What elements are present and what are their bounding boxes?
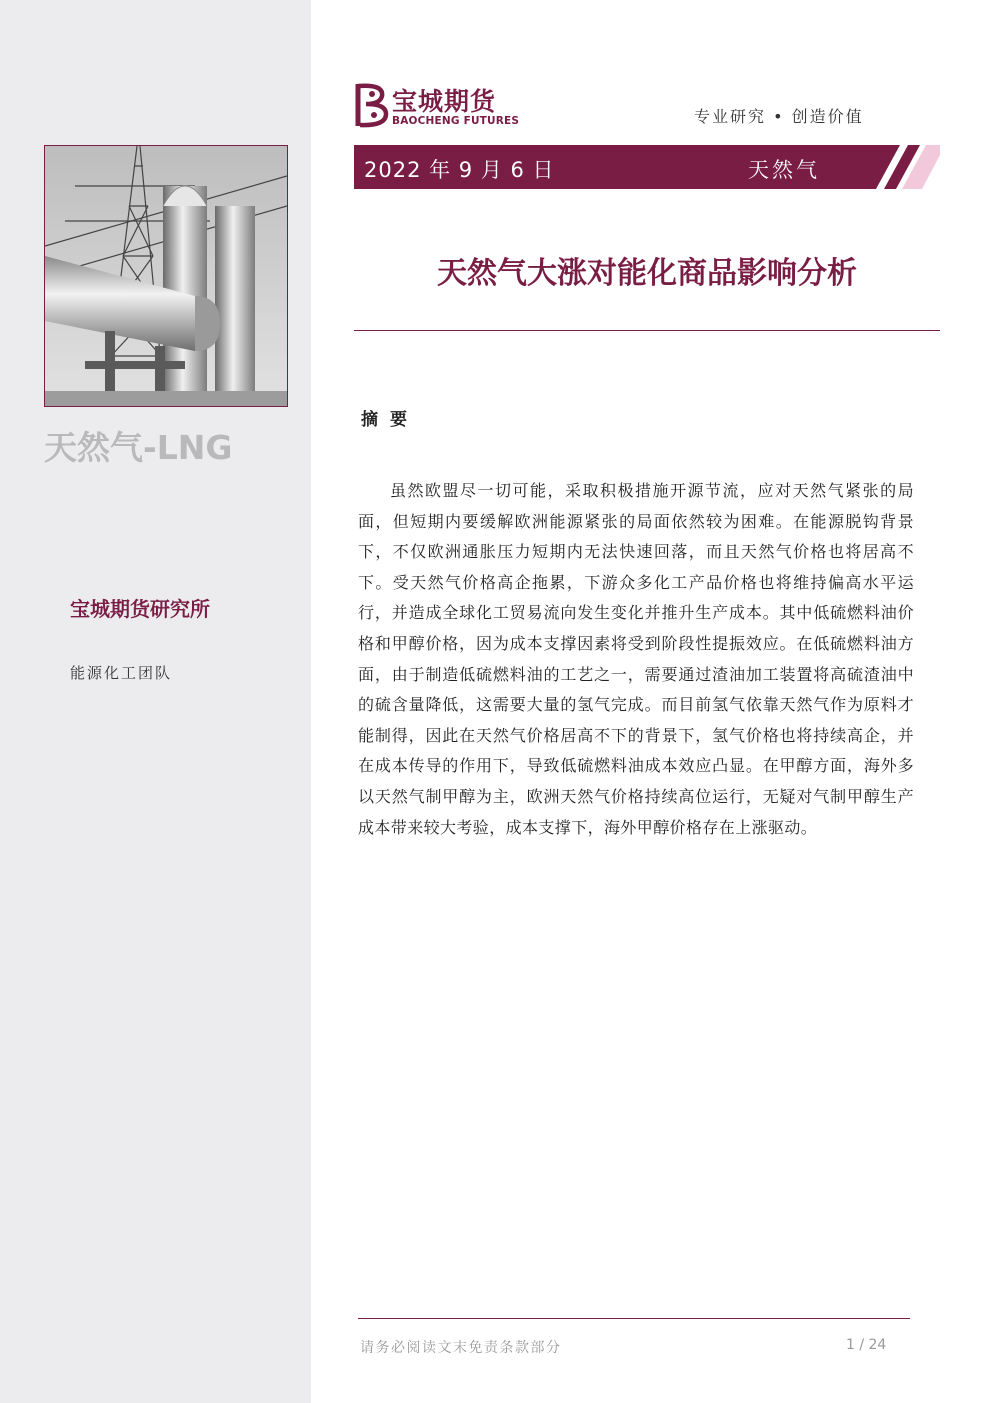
pipeline-image bbox=[45, 146, 287, 406]
abstract-paragraph: 虽然欧盟尽一切可能，采取积极措施开源节流，应对天然气紧张的局面，但短期内要缓解欧洲能源紧张的局面依然较为困难。在能源脱钩背景下，不仅欧洲通胀压力短期内无法快速回落，而且天然气价格也将居高不下。受天然气价格高企拖累，下游众多化工产品价格也将维持偏高水平运行，并造成全球化工贸易流向发生变化并推升生产成本。其中低硫燃料油价格和甲醇价格，因为成本支撑因素将受到阶段性提振效应。在低硫燃料油方面，由于制造低硫燃料油的工艺之一，需要通过渣油加工装置将高硫渣油中的硫含量降低，这需要大量的氢气完成。而目前氢气依靠天然气作为原料才能制得，因此在天然气价格居高不下的背景下，氢气价格也将持续高企，并在成本传导的作用下，导致低硫燃料油成本效应凸显。在甲醇方面，海外多以天然气制甲醇为主，欧洲天然气价格持续高位运行，无疑对气制甲醇生产成本带来较大考验，成本支撑下，海外甲醇价格存在上涨驱动。 bbox=[358, 481, 914, 837]
report-category: 天然气 bbox=[748, 158, 820, 182]
sidebar-institute: 宝城期货研究所 bbox=[70, 597, 210, 621]
date-category-banner bbox=[354, 145, 940, 189]
company-logo bbox=[354, 80, 524, 134]
sidebar-team: 能源化工团队 bbox=[70, 664, 173, 682]
footer-disclaimer-note: 请务必阅读文末免责条款部分 bbox=[360, 1340, 562, 1356]
sidebar-category: 天然气-LNG bbox=[44, 428, 233, 467]
report-date: 2022 年 9 月 6 日 bbox=[364, 158, 555, 182]
report-title: 天然气大涨对能化商品影响分析 bbox=[437, 256, 857, 291]
sidebar bbox=[0, 0, 311, 1403]
abstract-heading: 摘要 bbox=[361, 410, 419, 430]
title-divider bbox=[354, 330, 940, 331]
company-slogan: 专业研究 • 创造价值 bbox=[694, 107, 864, 126]
page-number: 1 / 24 bbox=[846, 1337, 887, 1353]
logo-chinese-name: 宝城期货 bbox=[392, 87, 497, 116]
footer-divider bbox=[358, 1318, 910, 1319]
logo-english-name: BAOCHENG FUTURES bbox=[392, 115, 520, 127]
cover-photo-pipeline bbox=[44, 145, 288, 407]
logo-b-icon bbox=[354, 80, 390, 130]
